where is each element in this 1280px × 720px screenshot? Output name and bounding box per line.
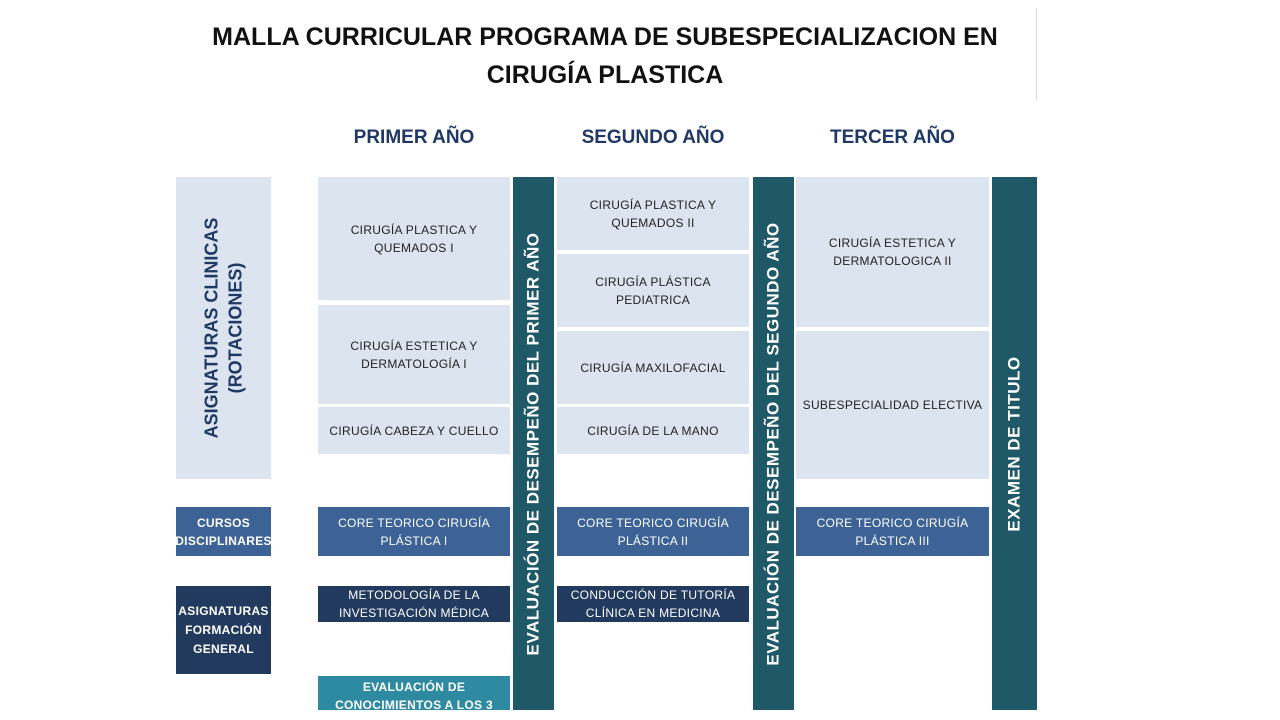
year2-curso: CORE TEORICO CIRUGÍA PLÁSTICA II — [557, 507, 749, 556]
year1-evaluacion-conocimientos: EVALUACIÓN DE CONOCIMIENTOS A LOS 3 — [318, 676, 510, 710]
year-header-3: TERCER AÑO — [830, 127, 955, 148]
title-line-1: MALLA CURRICULAR PROGRAMA DE SUBESPECIALIZACION EN — [212, 23, 998, 51]
divider — [1036, 8, 1037, 100]
year2-formacion: CONDUCCIÓN DE TUTORÍA CLÍNICA EN MEDICINA — [557, 586, 749, 622]
row-label-clinicas-line2: (ROTACIONES) — [225, 262, 246, 394]
eval-bar-segundo-ano-label: EVALUACIÓN DE DESEMPEÑO DEL SEGUNDO AÑO — [763, 221, 783, 666]
year2-clinica-1: CIRUGÍA PLASTICA Y QUEMADOS II — [557, 177, 749, 250]
year1-formacion: METODOLOGÍA DE LA INVESTIGACIÓN MÉDICA — [318, 586, 510, 622]
row-label-cursos: CURSOS DISCIPLINARES — [176, 507, 271, 556]
row-label-clinicas — [176, 177, 271, 479]
year3-curso: CORE TEORICO CIRUGÍA PLÁSTICA III — [796, 507, 989, 556]
year-header-2: SEGUNDO AÑO — [581, 127, 725, 148]
year3-clinica-2: SUBESPECIALIDAD ELECTIVA — [796, 331, 989, 479]
year1-clinica-2: CIRUGÍA ESTETICA Y DERMATOLOGÍA I — [318, 305, 510, 404]
year1-curso: CORE TEORICO CIRUGÍA PLÁSTICA I — [318, 507, 510, 556]
eval-bar-segundo-ano — [753, 177, 794, 710]
year2-clinica-4: CIRUGÍA DE LA MANO — [557, 407, 749, 454]
year2-clinica-2: CIRUGÍA PLÁSTICA PEDIATRICA — [557, 254, 749, 327]
examen-titulo-bar — [992, 177, 1037, 710]
year-header-1: PRIMER AÑO — [353, 127, 475, 148]
year1-clinica-1: CIRUGÍA PLASTICA Y QUEMADOS I — [318, 177, 510, 300]
row-label-formacion: ASIGNATURAS FORMACIÓN GENERAL — [176, 586, 271, 674]
eval-bar-primer-ano-label: EVALUACIÓN DE DESEMPEÑO DEL PRIMER AÑO — [523, 232, 543, 655]
year1-clinica-3: CIRUGÍA CABEZA Y CUELLO — [318, 407, 510, 454]
year2-clinica-3: CIRUGÍA MAXILOFACIAL — [557, 331, 749, 404]
page-title — [200, 18, 1010, 94]
row-label-clinicas-line1: ASIGNATURAS CLINICAS — [201, 217, 222, 439]
year3-clinica-1: CIRUGÍA ESTETICA Y DERMATOLOGICA II — [796, 177, 989, 327]
eval-bar-primer-ano — [513, 177, 554, 710]
title-line-2: CIRUGÍA PLASTICA — [486, 61, 724, 89]
examen-titulo-label: EXAMEN DE TITULO — [1004, 355, 1024, 532]
